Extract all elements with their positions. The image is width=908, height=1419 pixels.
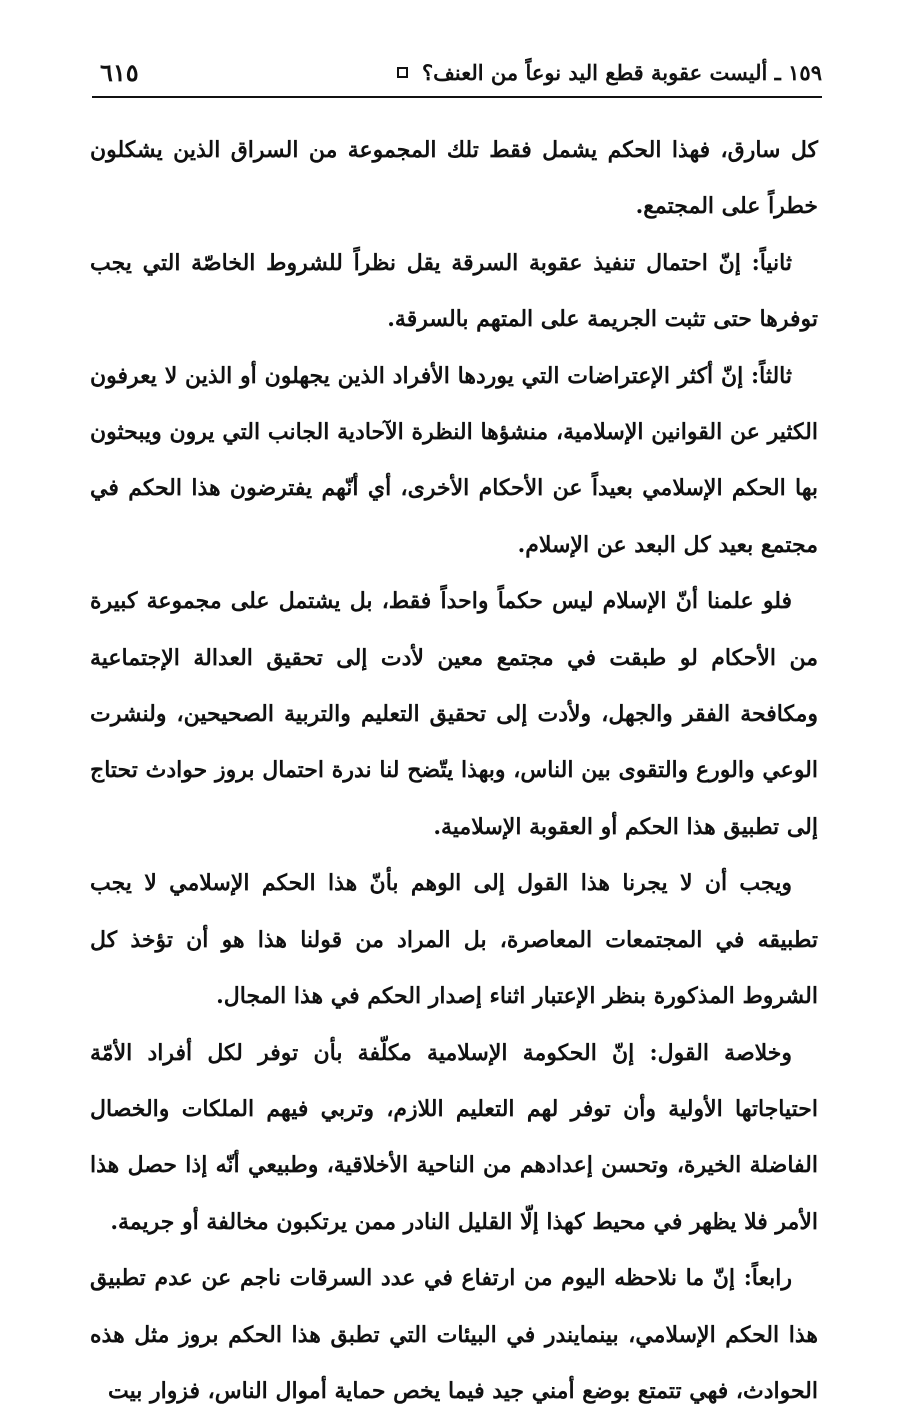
paragraph-islam-rules: فلو علمنا أنّ الإسلام ليس حكماً واحداً فقط، بل يشتمل على مجموعة كبيرة من الأحكام لو طبقت في مجتمع معين لأدت إلى تحقيق العدالة الإجتماعية ومكافحة الفقر والجهل، ولأدت إلى تحقيق التعليم والتربية الصحيحين، ولنشرت الوعي والورع والتقوى بين الناس، وبهذا يتّضح لنا ندرة احتمال بروز حوادث تحتاج إلى تطبيق هذا الحكم أو العقوبة الإسلامية. xyxy=(90,588,818,840)
running-header xyxy=(92,48,822,96)
paragraph-summary: وخلاصة القول: إنّ الحكومة الإسلامية مكلّفة بأن توفر لكل أفراد الأمّة احتياجاتها الأولية وأن توفر لهم التعليم اللازم، وتربي فيهم الملكات والخصال الفاضلة الخيرة، وتحسن إعدادهم من الناحية الأخلاقية، وطبيعي أنّه إذا حصل هذا الأمر فلا يظهر في محيط كهذا إلّا القليل النادر ممن يرتكبون مخالفة أو جريمة. xyxy=(90,1039,818,1235)
page-number: ٦١٥ xyxy=(100,57,139,87)
paragraph-clarification: ويجب أن لا يجرنا هذا القول إلى الوهم بأنّ هذا الحكم الإسلامي لا يجب تطبيقه في المجتمعات المعاصرة، بل المراد من قولنا هذا هو أن تؤخذ كل الشروط المذكورة بنظر الإعتبار اثناء إصدار الحكم في هذا المجال. xyxy=(90,870,818,1010)
header-title: ١٥٩ ـ أليست عقوبة قطع اليد نوعاً من العنف؟ xyxy=(422,59,822,85)
body-text xyxy=(90,122,818,1419)
header-rule xyxy=(92,96,822,98)
square-ornament-icon xyxy=(397,67,408,78)
paragraph-second-point: ثانياً: إنّ احتمال تنفيذ عقوبة السرقة يقل نظراً للشروط الخاصّة التي يجب توفرها حتى تثبت الجريمة على المتهم بالسرقة. xyxy=(90,249,818,333)
paragraph-fourth-point: رابعاً: إنّ ما نلاحظه اليوم من ارتفاع في عدد السرقات ناجم عن عدم تطبيق هذا الحكم الإسلامي، بينمايندر في البيئات التي تطبق هذا الحكم بروز مثل هذه الحوادث، فهي تتمتع بوضع أمني جيد فيما يخص حماية أموال الناس، فزوار بيت xyxy=(90,1265,818,1404)
paragraph-continuation: كل سارق، فهذا الحكم يشمل فقط تلك المجموعة من السراق الذين يشكلون خطراً على المجتمع. xyxy=(90,137,818,220)
paragraph-third-point: ثالثاً: إنّ أكثر الإعتراضات التي يوردها الأفراد الذين يجهلون أو الذين لا يعرفون الكثير عن القوانين الإسلامية، منشؤها النظرة الآحادية الجانب التي يرون ويبحثون بها الحكم الإسلامي بعيداً عن الأحكام الأخرى، أي أنّهم يفترضون هذا الحكم في مجتمع بعيد كل البعد عن الإسلام. xyxy=(90,362,818,558)
